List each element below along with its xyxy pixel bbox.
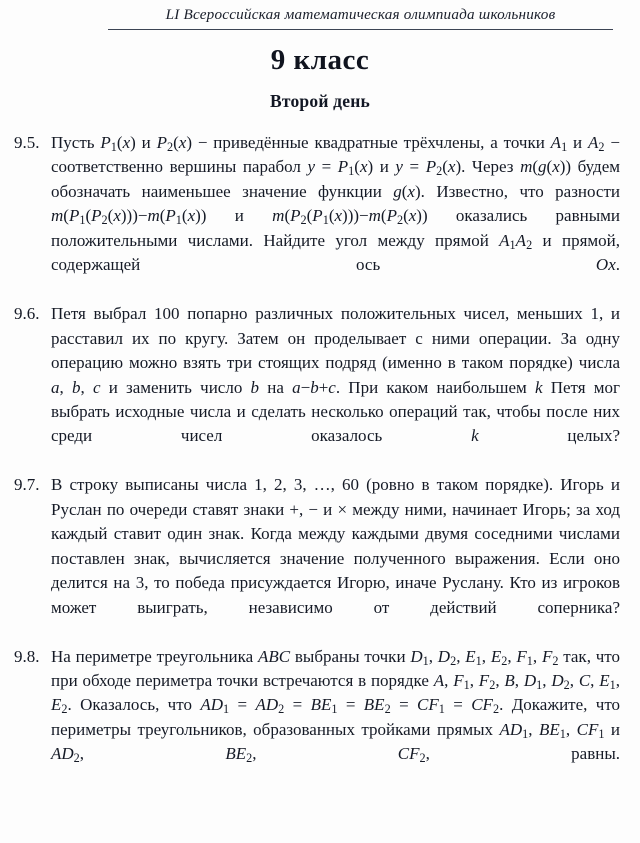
running-head-text: LI Всероссийская математическая олимпиада школьников: [165, 6, 556, 23]
problem-number: 9.6.: [14, 304, 40, 324]
problem-item: [14, 473, 620, 644]
running-head-rule: [108, 29, 613, 30]
problem-number: 9.5.: [14, 133, 40, 152]
problem-text: В строку выписаны числа 1, 2, 3, …, 60 (ровно в таком порядке). Игорь и Руслан по очереди ставят знаки +, − и × между ними, начинает Игорь; за ход каждый ставит один знак. Когда между каждыми двумя соседними числами поставлен знак, вычисляется значение полученного выражения. Если оно делится на 3, то победа присуждается Игорю, иначе Руслану. Кто из игроков может выиграть, независимо от действий соперника?: [51, 475, 620, 617]
page-subtitle: Второй день: [270, 91, 370, 111]
problem-text: Пусть $P_1(x)$ и $P_2(x)$ − приведённые квадратные трёхчлены, а точки $A_1$ и $A_2$ − соответственно вершины парабол $y = P_1(x)$ и $y = P_2(x)$. Через m(g(x)) будем обозначать наименьшее значение функции g(x). Известно, что разности $m(P_1(P_2(x)))-m(P_1(x))$ и $m(P_2(P_1(x)))-m(P_2(x))$ оказались равными положительными числами. Найдите угол между прямой $A_1A_2$ и прямой, содержащей ось Ox.: [51, 133, 621, 275]
problem-item: [14, 302, 620, 473]
title-block: [22, 46, 618, 112]
problem-list: [14, 131, 620, 791]
problem-text: На периметре треугольника ABC выбраны точки $D_1$, $D_2$, $E_1$, $E_2$, $F_1$, $F_2$ так, что при обходе периметра точки встречаются в порядке A, $F_1$, $F_2$, B, $D_1$, $D_2$, C, $E_1$, $E_2$. Оказалось, что $AD_1 = AD_2 = BE_1 = BE_2 = CF_1 = CF_2$. Докажите, что периметры треугольников, образованных тройками прямых $AD_1$, $BE_1$, $CF_1$ и $AD_2$, $BE_2$, $CF_2$, равны.: [51, 646, 621, 766]
problem-number: 9.8.: [14, 646, 40, 666]
running-head: [108, 6, 613, 24]
problem-item: [14, 131, 620, 302]
problem-item: [14, 645, 620, 792]
problem-text: Петя выбрал 100 попарно различных положительных чисел, меньших 1, и расставил их по кругу. Затем он проделывает с ними операции. За одну операцию можно взять три стоящих подряд (именно в таком порядке) числа a, b, c и заменить число b на a−b+c. При каком наибольшем k Петя мог выбрать исходные числа и сделать несколько операций так, чтобы после них среди чисел оказалось k целых?: [51, 304, 621, 446]
problem-number: 9.7.: [14, 475, 40, 495]
page-title: 9 класс: [270, 44, 370, 76]
